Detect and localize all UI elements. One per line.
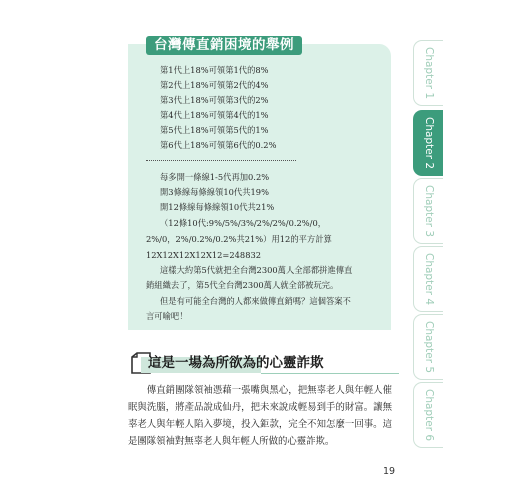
info-box-title: 台灣傳直銷困境的舉例 — [146, 36, 302, 55]
tab-chapter-2-label: Chapter 2 — [422, 117, 435, 169]
calc-line-1: 每多開一條線1-5代再加0.2% — [160, 172, 270, 182]
section-underline — [261, 373, 399, 374]
body-paragraph: 傳直銷團隊領袖憑藉一張嘴與黑心，把無辜老人與年輕人催眠與洗腦，將產品說成仙丹，把未來說成輕易到手的財富。讓無辜老人與年輕人陷入夢境，投入鉅款，完全不知怎麼一回事。這是團隊領袖對無辜老人與年輕人所做的心靈詐欺。 — [128, 385, 392, 447]
level-line-5: 第5代上18%可領第5代的1% — [160, 125, 269, 135]
tab-chapter-1-label: Chapter 1 — [422, 47, 435, 99]
calc-line-3: 開12條線每條線領10代共21% — [160, 202, 275, 212]
tab-chapter-3-label: Chapter 3 — [422, 185, 435, 237]
calc-line-8: 銷組織去了，第5代全台灣2300萬人就全部被玩完。 — [146, 280, 339, 290]
calc-line-10: 言可喻吧！ — [146, 311, 188, 321]
level-line-6: 第6代上18%可領第6代的0.2% — [160, 140, 277, 150]
tab-chapter-6-label: Chapter 6 — [422, 389, 435, 441]
calc-line-7: 這樣大約第5代就把全台灣2300萬人全部都拼進傳直 — [160, 265, 353, 275]
dotted-divider — [146, 160, 296, 161]
section-heading — [131, 352, 399, 374]
tab-chapter-5[interactable] — [413, 314, 443, 380]
level-line-1: 第1代上18%可領第1代的8% — [160, 65, 269, 75]
section-title: 這是一場為所欲為的心靈詐欺 — [148, 355, 324, 371]
level-line-3: 第3代上18%可領第3代的2% — [160, 95, 269, 105]
tab-chapter-3[interactable] — [413, 178, 443, 244]
calc-line-2: 開3條線每條線領10代共19% — [160, 187, 269, 197]
calc-line-6: 12X12X12X12X12=248832 — [146, 250, 262, 260]
calc-line-4: （12條10代:9%/5%/3%/2%/2%/0.2%/0， — [160, 218, 327, 228]
tab-chapter-4[interactable] — [413, 246, 443, 312]
tab-chapter-1[interactable] — [413, 40, 443, 106]
page-number: 19 — [383, 466, 396, 477]
calc-line-9: 但是有可能全台灣的人都來做傳直銷嗎？這個答案不 — [160, 296, 351, 306]
tab-chapter-4-label: Chapter 4 — [422, 253, 435, 305]
calc-line-5: 2%/0，2%/0.2%/0.2%共21%）用12的平方計算 — [146, 234, 332, 244]
tab-chapter-5-label: Chapter 5 — [422, 321, 435, 373]
level-line-4: 第4代上18%可領第4代的1% — [160, 110, 269, 120]
level-line-2: 第2代上18%可領第2代的4% — [160, 80, 269, 90]
tab-chapter-6[interactable] — [413, 382, 443, 448]
tab-chapter-2[interactable] — [413, 110, 443, 176]
